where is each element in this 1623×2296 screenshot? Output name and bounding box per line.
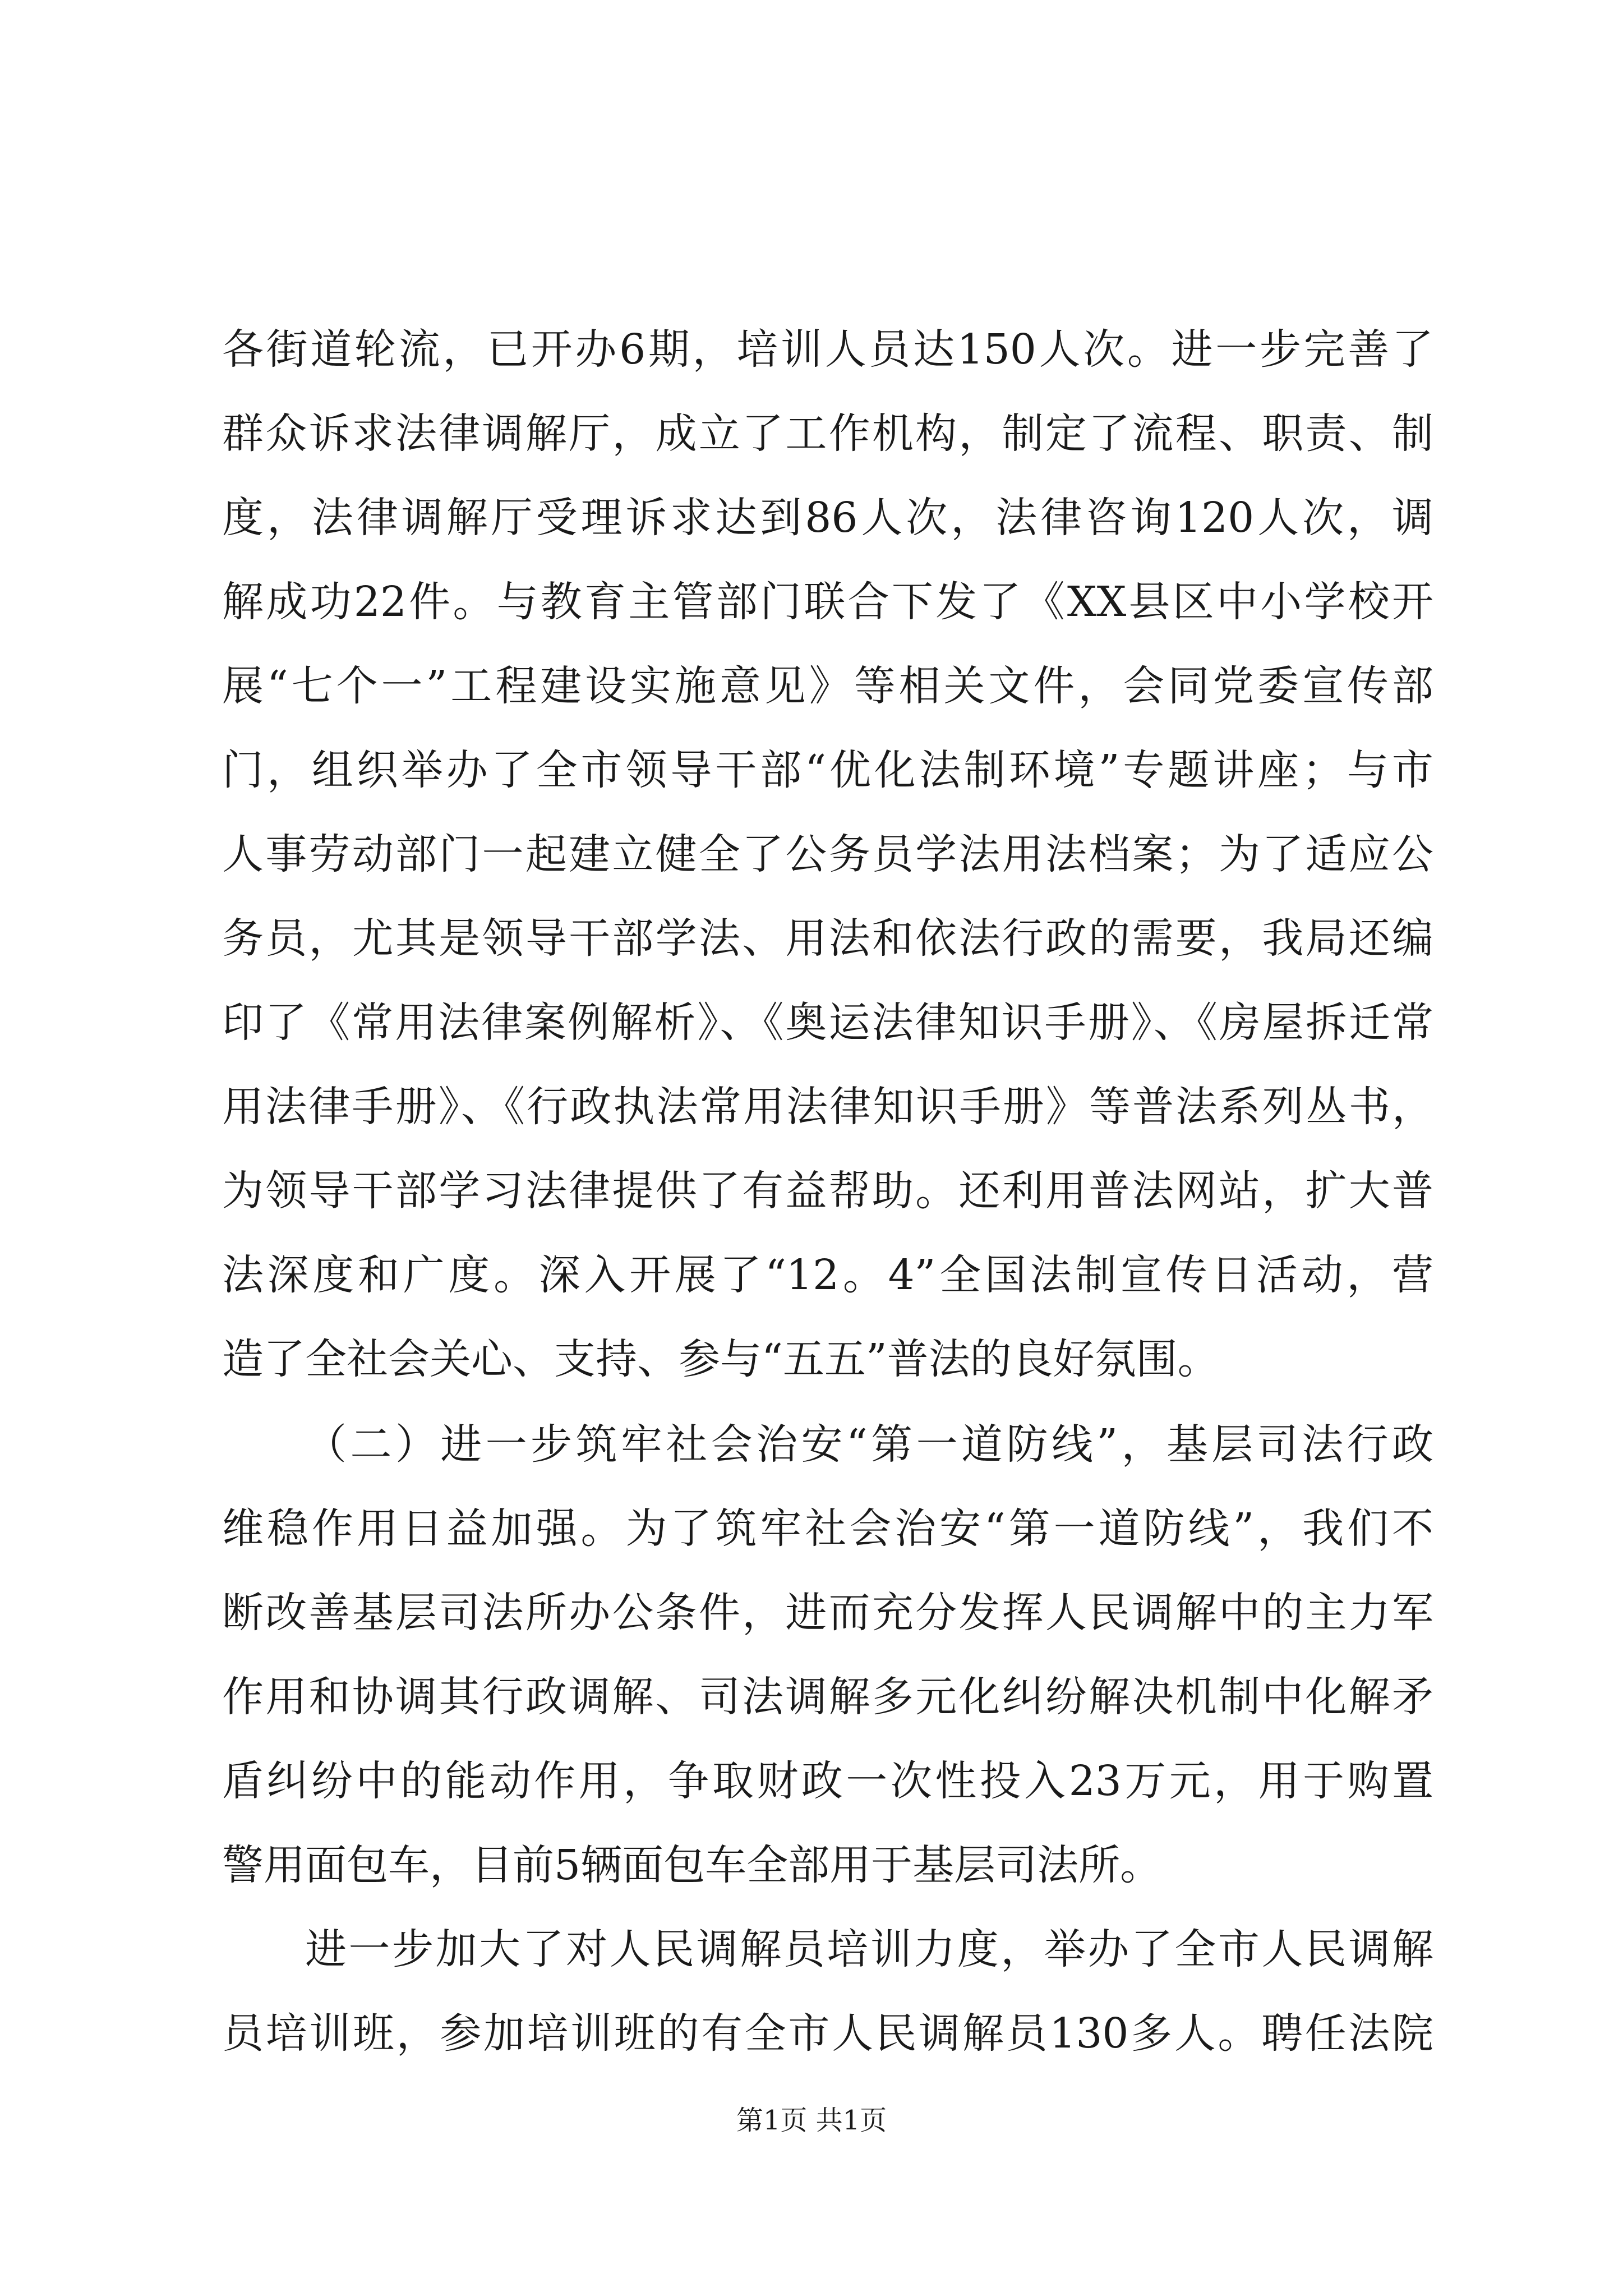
paragraph-line: 度，法律调解厅受理诉求达到86人次，法律咨询120人次，调: [222, 494, 1433, 542]
paragraph-line: 员培训班，参加培训班的有全市人民调解员130多人。聘任法院: [222, 2009, 1433, 2058]
paragraph-line: 断改善基层司法所办公条件，进而充分发挥人民调解中的主力军: [222, 1589, 1433, 1637]
paragraph-line: 进一步加大了对人民调解员培训力度，举办了全市人民调解: [305, 1925, 1433, 1973]
paragraph-line: 展“七个一”工程建设实施意见》等相关文件，会同党委宣传部: [222, 662, 1433, 710]
paragraph-line: 盾纠纷中的能动作用，争取财政一次性投入23万元，用于购置: [222, 1757, 1433, 1805]
paragraph-line: 印了《常用法律案例解析》、《奥运法律知识手册》、《房屋拆迁常: [222, 999, 1433, 1047]
paragraph-line: 用法律手册》、《行政执法常用法律知识手册》等普法系列丛书，: [222, 1083, 1433, 1131]
paragraph-line: 务员，尤其是领导干部学法、用法和依法行政的需要，我局还编: [222, 914, 1433, 963]
paragraph-line: 维稳作用日益加强。为了筑牢社会治安“第一道防线”，我们不: [222, 1504, 1433, 1553]
paragraph-line: 人事劳动部门一起建立健全了公务员学法用法档案；为了适应公: [222, 830, 1433, 878]
paragraph-line: 门，组织举办了全市领导干部“优化法制环境”专题讲座；与市: [222, 746, 1433, 794]
paragraph-line: 作用和协调其行政调解、司法调解多元化纠纷解决机制中化解矛: [222, 1673, 1433, 1721]
paragraph-line: 警用面包车，目前5辆面包车全部用于基层司法所。: [222, 1841, 1162, 1889]
paragraph-line: 造了全社会关心、支持、参与“五五”普法的良好氛围。: [222, 1335, 1219, 1383]
paragraph-line: 法深度和广度。深入开展了“12。4”全国法制宣传日活动，营: [222, 1251, 1433, 1299]
paragraph-line: 各街道轮流，已开办6期，培训人员达150人次。进一步完善了: [222, 325, 1433, 374]
paragraph-line: 为领导干部学习法律提供了有益帮助。还利用普法网站，扩大普: [222, 1167, 1433, 1215]
section-heading-line: （二）进一步筑牢社会治安“第一道防线”，基层司法行政: [305, 1420, 1433, 1469]
paragraph-line: 群众诉求法律调解厅，成立了工作机构，制定了流程、职责、制: [222, 409, 1433, 458]
page-footer: 第1页 共1页: [736, 2105, 887, 2136]
paragraph-line: 解成功22件。与教育主管部门联合下发了《XX县区中小学校开: [222, 578, 1433, 626]
